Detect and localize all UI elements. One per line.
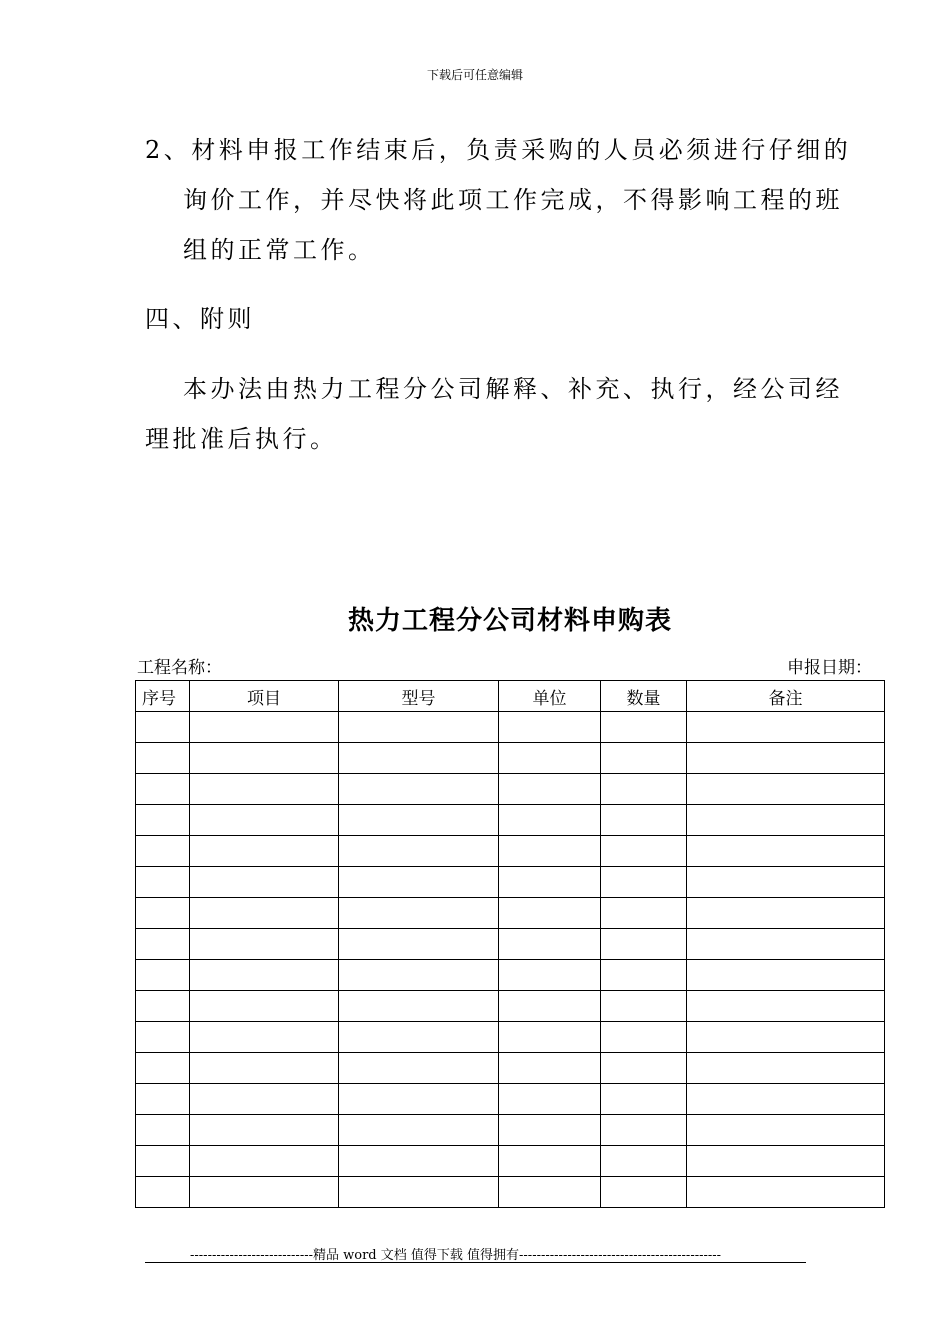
table-cell[interactable] xyxy=(687,1084,885,1115)
table-cell[interactable] xyxy=(339,1146,499,1177)
table-cell[interactable] xyxy=(339,774,499,805)
table-cell[interactable] xyxy=(136,1022,190,1053)
table-cell[interactable] xyxy=(339,1084,499,1115)
table-cell[interactable] xyxy=(136,712,190,743)
table-cell[interactable] xyxy=(499,1146,601,1177)
table-cell[interactable] xyxy=(499,1022,601,1053)
table-cell[interactable] xyxy=(499,712,601,743)
column-header-remarks: 备注 xyxy=(687,681,885,712)
item2-line2: 询价工作，并尽快将此项工作完成，不得影响工程的班 xyxy=(183,186,843,214)
table-cell[interactable] xyxy=(601,991,687,1022)
project-name-label: 工程名称： xyxy=(137,658,222,678)
table-cell[interactable] xyxy=(499,960,601,991)
table-cell[interactable] xyxy=(190,1115,339,1146)
table-cell[interactable] xyxy=(190,743,339,774)
table-cell[interactable] xyxy=(601,774,687,805)
table-cell[interactable] xyxy=(339,805,499,836)
column-header-quantity: 数量 xyxy=(601,681,687,712)
table-cell[interactable] xyxy=(601,1022,687,1053)
column-header-unit: 单位 xyxy=(499,681,601,712)
table-cell[interactable] xyxy=(339,1115,499,1146)
table-cell[interactable] xyxy=(687,805,885,836)
table-cell[interactable] xyxy=(339,1177,499,1208)
table-cell[interactable] xyxy=(601,1146,687,1177)
table-cell[interactable] xyxy=(190,712,339,743)
table-cell[interactable] xyxy=(687,960,885,991)
table-cell[interactable] xyxy=(687,836,885,867)
table-cell[interactable] xyxy=(499,1177,601,1208)
table-cell[interactable] xyxy=(499,929,601,960)
column-header-serial: 序号 xyxy=(136,681,190,712)
table-cell[interactable] xyxy=(499,836,601,867)
table-cell[interactable] xyxy=(190,960,339,991)
table-cell[interactable] xyxy=(339,929,499,960)
table-cell[interactable] xyxy=(601,1177,687,1208)
table-cell[interactable] xyxy=(601,898,687,929)
table-row xyxy=(136,743,885,774)
table-cell[interactable] xyxy=(190,991,339,1022)
table-cell[interactable] xyxy=(601,805,687,836)
table-cell[interactable] xyxy=(687,774,885,805)
item2-line3: 组的正常工作。 xyxy=(183,236,376,264)
item2-line1: 2、材料申报工作结束后，负责采购的人员必须进行仔细的 xyxy=(145,136,852,164)
table-row xyxy=(136,1022,885,1053)
table-cell[interactable] xyxy=(136,1177,190,1208)
table-cell[interactable] xyxy=(687,1053,885,1084)
table-cell[interactable] xyxy=(687,743,885,774)
table-cell[interactable] xyxy=(339,743,499,774)
table-cell[interactable] xyxy=(687,1146,885,1177)
table-cell[interactable] xyxy=(190,867,339,898)
header-note: 下载后可任意编辑 xyxy=(426,68,523,82)
table-cell[interactable] xyxy=(499,898,601,929)
table-cell[interactable] xyxy=(136,743,190,774)
table-cell[interactable] xyxy=(499,743,601,774)
table-cell[interactable] xyxy=(687,1177,885,1208)
date-label: 申报日期： xyxy=(787,658,872,678)
table-row xyxy=(136,836,885,867)
table-cell[interactable] xyxy=(687,929,885,960)
table-cell[interactable] xyxy=(190,774,339,805)
table-cell[interactable] xyxy=(499,867,601,898)
table-body xyxy=(136,712,885,1208)
table-cell[interactable] xyxy=(687,712,885,743)
table-cell[interactable] xyxy=(136,1146,190,1177)
table-cell[interactable] xyxy=(136,991,190,1022)
footer-text: ----------------------------精品 word 文档 值得下载 值得拥有---------------------------------------------- xyxy=(190,1248,722,1263)
footer-divider xyxy=(145,1262,806,1263)
table-cell[interactable] xyxy=(190,836,339,867)
table-cell[interactable] xyxy=(601,1115,687,1146)
table-row xyxy=(136,898,885,929)
table-cell[interactable] xyxy=(499,1115,601,1146)
table-cell[interactable] xyxy=(190,1084,339,1115)
table-cell[interactable] xyxy=(190,1146,339,1177)
table-cell[interactable] xyxy=(190,898,339,929)
table-cell[interactable] xyxy=(601,1053,687,1084)
table-row xyxy=(136,805,885,836)
section4-line2: 理批准后执行。 xyxy=(145,425,338,453)
table-cell[interactable] xyxy=(601,836,687,867)
table-row xyxy=(136,929,885,960)
table-cell[interactable] xyxy=(601,960,687,991)
table-cell[interactable] xyxy=(339,712,499,743)
table-cell[interactable] xyxy=(339,1022,499,1053)
table-cell[interactable] xyxy=(136,836,190,867)
table-cell[interactable] xyxy=(339,836,499,867)
table-cell[interactable] xyxy=(601,743,687,774)
column-header-model: 型号 xyxy=(339,681,499,712)
table-cell[interactable] xyxy=(136,867,190,898)
table-row xyxy=(136,1115,885,1146)
table-cell[interactable] xyxy=(190,1022,339,1053)
table-cell[interactable] xyxy=(687,1115,885,1146)
form-title: 热力工程分公司材料申购表 xyxy=(347,606,672,636)
table-cell[interactable] xyxy=(136,1084,190,1115)
table-cell[interactable] xyxy=(601,712,687,743)
table-cell[interactable] xyxy=(339,867,499,898)
table-cell[interactable] xyxy=(499,991,601,1022)
table-row xyxy=(136,960,885,991)
table-cell[interactable] xyxy=(190,1053,339,1084)
table-cell[interactable] xyxy=(190,1177,339,1208)
table-cell[interactable] xyxy=(601,1084,687,1115)
table-header-row xyxy=(136,681,885,712)
table-row xyxy=(136,1053,885,1084)
table-cell[interactable] xyxy=(339,1053,499,1084)
table-cell[interactable] xyxy=(136,1053,190,1084)
table-cell[interactable] xyxy=(687,991,885,1022)
table-cell[interactable] xyxy=(136,929,190,960)
table-cell[interactable] xyxy=(601,867,687,898)
table-row xyxy=(136,867,885,898)
table-cell[interactable] xyxy=(687,1022,885,1053)
table-cell[interactable] xyxy=(499,805,601,836)
table-cell[interactable] xyxy=(339,898,499,929)
table-row xyxy=(136,712,885,743)
table-cell[interactable] xyxy=(499,1053,601,1084)
table-cell[interactable] xyxy=(601,929,687,960)
table-row xyxy=(136,1177,885,1208)
table-row xyxy=(136,1084,885,1115)
table-cell[interactable] xyxy=(687,867,885,898)
table-cell[interactable] xyxy=(190,929,339,960)
table-cell[interactable] xyxy=(136,774,190,805)
section4-line1: 本办法由热力工程分公司解释、补充、执行，经公司经 xyxy=(183,375,843,403)
table-cell[interactable] xyxy=(339,991,499,1022)
table-cell[interactable] xyxy=(687,898,885,929)
table-cell[interactable] xyxy=(190,805,339,836)
table-cell[interactable] xyxy=(499,1084,601,1115)
table-row xyxy=(136,991,885,1022)
table-cell[interactable] xyxy=(136,805,190,836)
table-cell[interactable] xyxy=(136,960,190,991)
table-cell[interactable] xyxy=(339,960,499,991)
table-row xyxy=(136,1146,885,1177)
table-cell[interactable] xyxy=(499,774,601,805)
table-row xyxy=(136,774,885,805)
section4-heading: 四、附则 xyxy=(145,305,255,333)
table-cell[interactable] xyxy=(136,898,190,929)
requisition-table xyxy=(135,680,885,1208)
column-header-item: 项目 xyxy=(190,681,339,712)
table-cell[interactable] xyxy=(136,1115,190,1146)
